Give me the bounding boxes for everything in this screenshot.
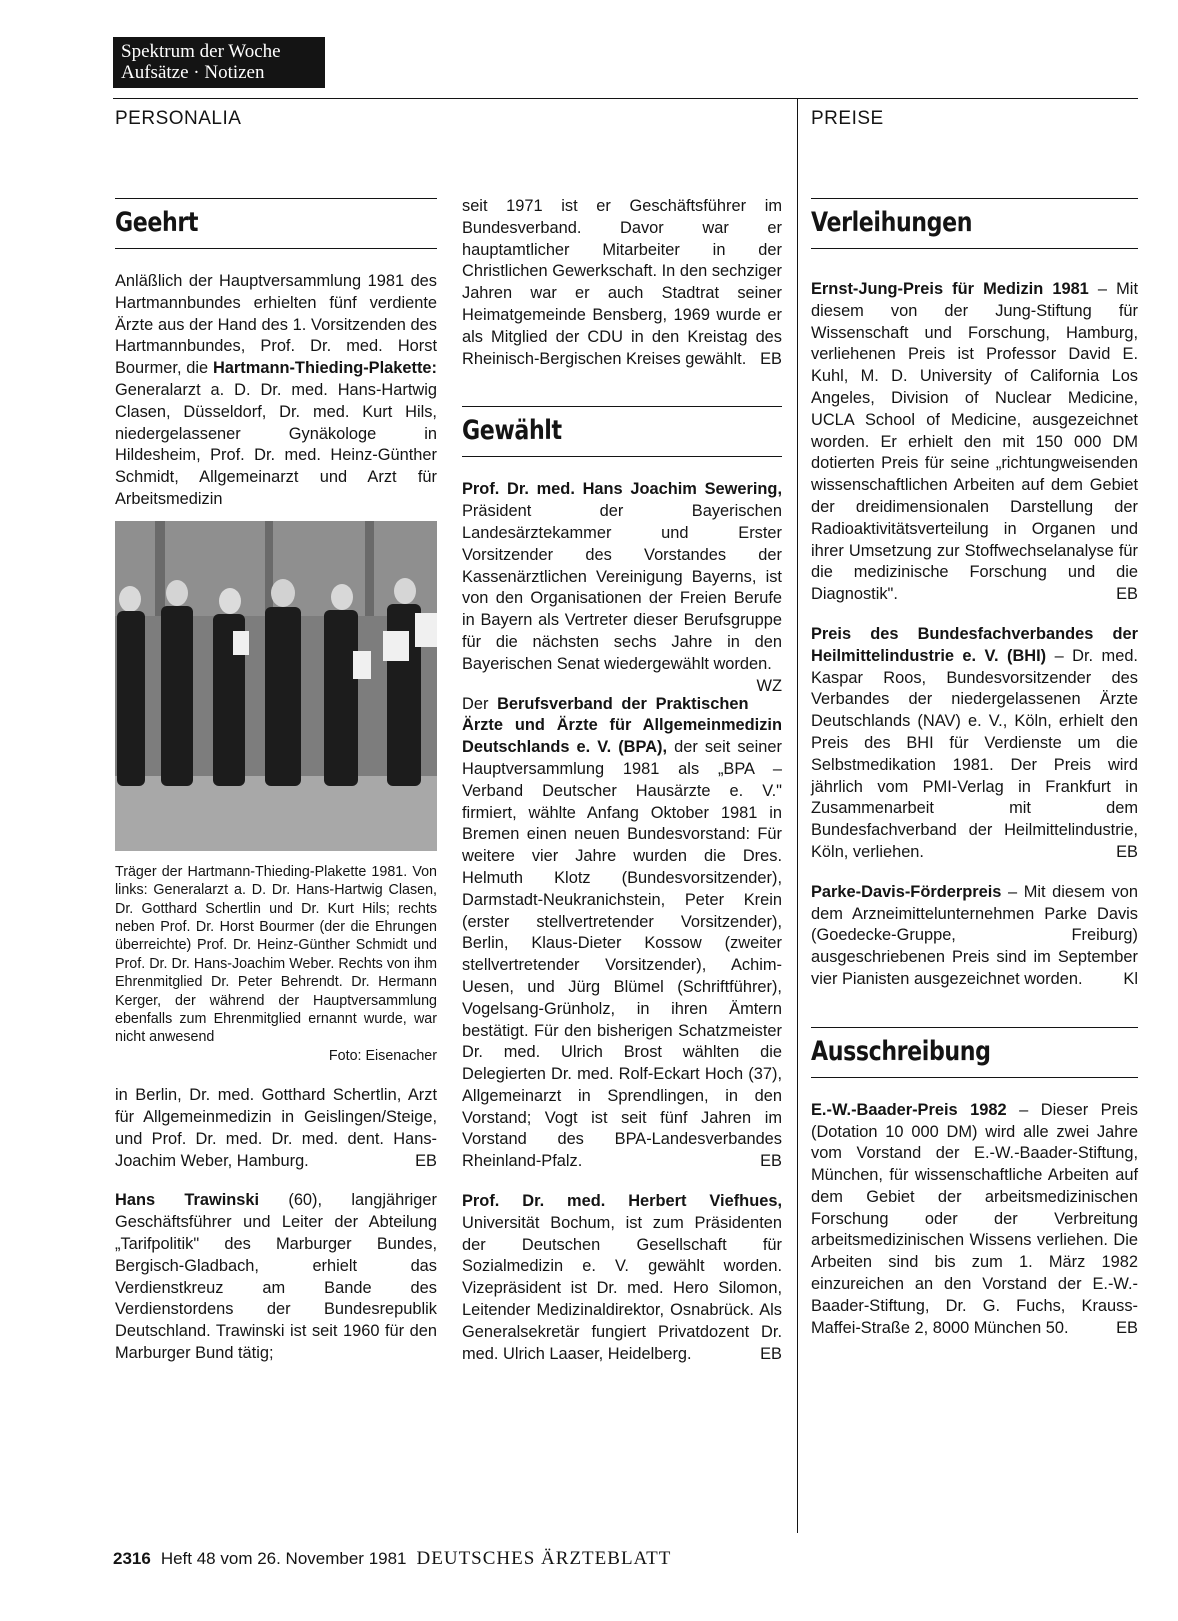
- heading-block-ausschreibung: [811, 1027, 1138, 1078]
- magazine-name: DEUTSCHES ÄRZTEBLATT: [416, 1548, 672, 1569]
- page-footer: [113, 1548, 671, 1570]
- section-tag: [113, 37, 325, 88]
- author-signature: EB: [760, 1344, 782, 1363]
- column-3: [811, 198, 1138, 1357]
- issue-info: Heft 48 vom 26. November 1981: [160, 1549, 407, 1568]
- article-geehrt-continued: in Berlin, Dr. med. Gotthard Schertlin, Arzt für Allgemeinmedizin in Geislingen/Steige, und Prof. Dr. med. Dr. med. dent. Hans-Joachim Weber, Hamburg. EB: [115, 1085, 437, 1172]
- article-viefhues: Prof. Dr. med. Herbert Viefhues, Universität Bochum, ist zum Präsidenten der Deutschen Gesellschaft für Sozialmedizin e. V. gewählt worden. Vizepräsident ist Dr. med. Hero Silomon, Leitender Medizinaldirektor, Osnabrück. Als Generalsekretär fungiert Privatdozent Dr. med. Ulrich Laaser, Heidelberg. EB: [462, 1191, 782, 1365]
- author-signature: EB: [1116, 842, 1138, 861]
- column-divider: [797, 98, 798, 1533]
- article-baader-preis: E.-W.-Baader-Preis 1982 – Dieser Preis (Dotation 10 000 DM) wird alle zwei Jahre vom Vorstand der E.-W.-Baader-Stiftung, München, für wissenschaftliche Arbeiten auf dem Gebiet der arbeitsmedizinischen Forschung oder der Verbreitung arbeitsmedizinischen Wissens verliehen. Die Arbeiten sind bis zum 1. März 1982 einzureichen an den Vorstand der E.-W.-Baader-Stiftung, Dr. G. Fuchs, Krauss-Maffei-Straße 2, 8000 München 50. EB: [811, 1100, 1138, 1340]
- award-photo: [115, 521, 437, 851]
- photo-caption: Träger der Hartmann-Thieding-Plakette 1981. Von links: Generalarzt a. D. Dr. Hans-Hartwig Clasen, Dr. Gotthard Schertlin und Dr. Kurt Hils; rechts neben Prof. Dr. Horst Bourmer (der die Ehrungen überreichte) Prof. Dr. Heinz-Günther Schmidt und Prof. Dr. Dr. Hans-Joachim Weber. Rechts von ihm Ehrenmitglied Dr. Peter Behrendt. Dr. Hermann Kerger, der während der Hauptversammlung ebenfalls zum Ehrenmitglied ernannt wurde, war nicht anwesend Foto: Eisenacher: [115, 863, 437, 1064]
- author-signature: WZ: [756, 676, 782, 695]
- article-trawinski: Hans Trawinski (60), langjähriger Geschäftsführer und Leiter der Abteilung „Tarifpolitik" des Marburger Bundes, Bergisch-Gladbach, erhielt das Verdienstkreuz am Bande des Verdienstordens der Bundesrepublik Deutschland. Trawinski ist seit 1960 für den Marburger Bund tätig;: [115, 1191, 437, 1362]
- article-ernst-jung-preis: Ernst-Jung-Preis für Medizin 1981 – Mit diesem von der Jung-Stiftung für Wissenschaft und Forschung, Hamburg, verliehenen Preis ist Professor David E. Kuhl, M. D. University of California Los Angeles, Division of Nuclear Medicine, UCLA School of Medicine, ausgezeichnet worden. Er erhielt den mit 150 000 DM dotierten Preis für seine „richtungweisenden wissenschaftlichen Arbeiten auf dem Gebiet der dreidimensionalen Darstellung der Radioaktivitätsverteilung in Organen und ihrer Umsetzung zur Stoffwechselanalyse für die medizinische Forschung und die Diagnostik". EB: [811, 279, 1138, 606]
- author-signature: EB: [760, 349, 782, 368]
- article-parke-davis: Parke-Davis-Förderpreis – Mit diesem von dem Arzneimittelunternehmen Parke Davis (Goedecke-Gruppe, Freiburg) ausgeschriebenen Preis sind im September vier Pianisten ausgezeichnet worden. Kl: [811, 882, 1138, 991]
- column-2: [462, 196, 782, 1383]
- section-label-preise: PREISE: [811, 108, 884, 129]
- article-sewering: Prof. Dr. med. Hans Joachim Sewering, Präsident der Bayerischen Landesärztekammer und Erster Vorsitzender des Vorstandes der Kassenärztlichen Vereinigung Bayerns, ist von den Organisationen der Freien Berufe in Bayern als Vertreter dieser Berufsgruppe für die nächsten sechs Jahre in den Bayerischen Senat wiedergewählt worden. WZ: [462, 479, 782, 675]
- author-signature: EB: [415, 1151, 437, 1170]
- section-tag-line2: Aufsätze · Notizen: [121, 62, 265, 83]
- award-photo-image: [115, 521, 437, 851]
- page-number: 2316: [113, 1549, 151, 1568]
- article-geehrt-intro: Anläßlich der Hauptversammlung 1981 des Hartmannbundes erhielten fünf verdiente Ärzte aus der Hand des 1. Vorsitzenden des Hartmannbundes, Prof. Dr. med. Horst Bourmer, die Hartmann-Thieding-Plakette: Generalarzt a. D. Dr. med. Hans-Hartwig Clasen, Düsseldorf, Dr. med. Kurt Hils, niedergelassener Gynäkologe in Hildesheim, Prof. Dr. med. Heinz-Günther Schmidt, Allgemeinarzt und Arzt für Arbeitsmedizin: [115, 272, 437, 508]
- author-signature: EB: [760, 1152, 782, 1171]
- heading-block-verleihungen: [811, 198, 1138, 249]
- column-1: [115, 198, 437, 1383]
- article-trawinski-continued: seit 1971 ist er Geschäftsführer im Bundesverband. Davor war er hauptamtlicher Mitarbeiter in der Christlichen Gewerkschaft. In den sechziger Jahren war er auch Stadtrat seiner Heimatgemeinde Bensberg, 1969 wurde er als Mitglied der CDU in den Kreistag des Rheinisch-Bergischen Kreises gewählt. EB: [462, 196, 782, 370]
- photo-credit: Foto: Eisenacher: [328, 1047, 437, 1064]
- heading-geehrt: Geehrt: [115, 207, 199, 238]
- heading-verleihungen: Verleihungen: [811, 207, 973, 238]
- author-signature: EB: [1116, 1318, 1138, 1337]
- article-bhi-preis: Preis des Bundesfachverbandes der Heilmittelindustrie e. V. (BHI) – Dr. med. Kaspar Roos, Bundesvorsitzender des Verbandes der niedergelassenen Ärzte Deutschlands (NAV) e. V., Köln, erhielt den Preis des BHI für Verdienste um die Selbstmedikation 1981. Der Preis wird jährlich vom PMI-Verlag in Frankfurt in Zusammenarbeit mit dem Bundesfachverband der Heilmittelindustrie, Köln, verliehen. EB: [811, 624, 1138, 864]
- heading-block-gewaehlt: [462, 406, 782, 457]
- heading-ausschreibung: Ausschreibung: [811, 1035, 991, 1067]
- section-label-personalia: PERSONALIA: [115, 108, 242, 129]
- author-signature: Kl: [1123, 969, 1138, 988]
- heading-block-geehrt: [115, 198, 437, 249]
- section-tag-line1: Spektrum der Woche: [121, 41, 281, 62]
- heading-gewaehlt: Gewählt: [462, 415, 562, 447]
- author-signature: EB: [1116, 585, 1138, 604]
- top-rule: [113, 98, 1138, 99]
- article-bpa: Der Berufsverband der Praktischen Ärzte und Ärzte für Allgemeinmedizin Deutschlands e. V. (BPA), der seit seiner Hauptversammlung 1981 als „BPA – Verband Deutscher Hausärzte e. V." firmiert, wählte Anfang Oktober 1981 in Bremen einen neuen Bundesvorstand: Für weitere vier Jahre wurden die Dres. Helmuth Klotz (Bundesvorsitzender), Darmstadt-Neukranichstein, Peter Krein (erster stellvertretender Vorsitzender), Berlin, Klaus-Dieter Kossow (zweiter stellvertretender Vorsitzender), Achim-Uesen, und Jürg Blümel (Schriftführer), Vogelsang-Grünholz, in ihren Ämtern bestätigt. Für den bisherigen Schatzmeister Dr. med. Ulrich Brost wählten die Delegierten Dr. med. Rolf-Eckart Hoch (37), Allgemeinarzt in Sprendlingen, in den Vorstand; Vogt ist seit fünf Jahren im Vorstand des BPA-Landesverbandes Rheinland-Pfalz. EB: [462, 694, 782, 1174]
